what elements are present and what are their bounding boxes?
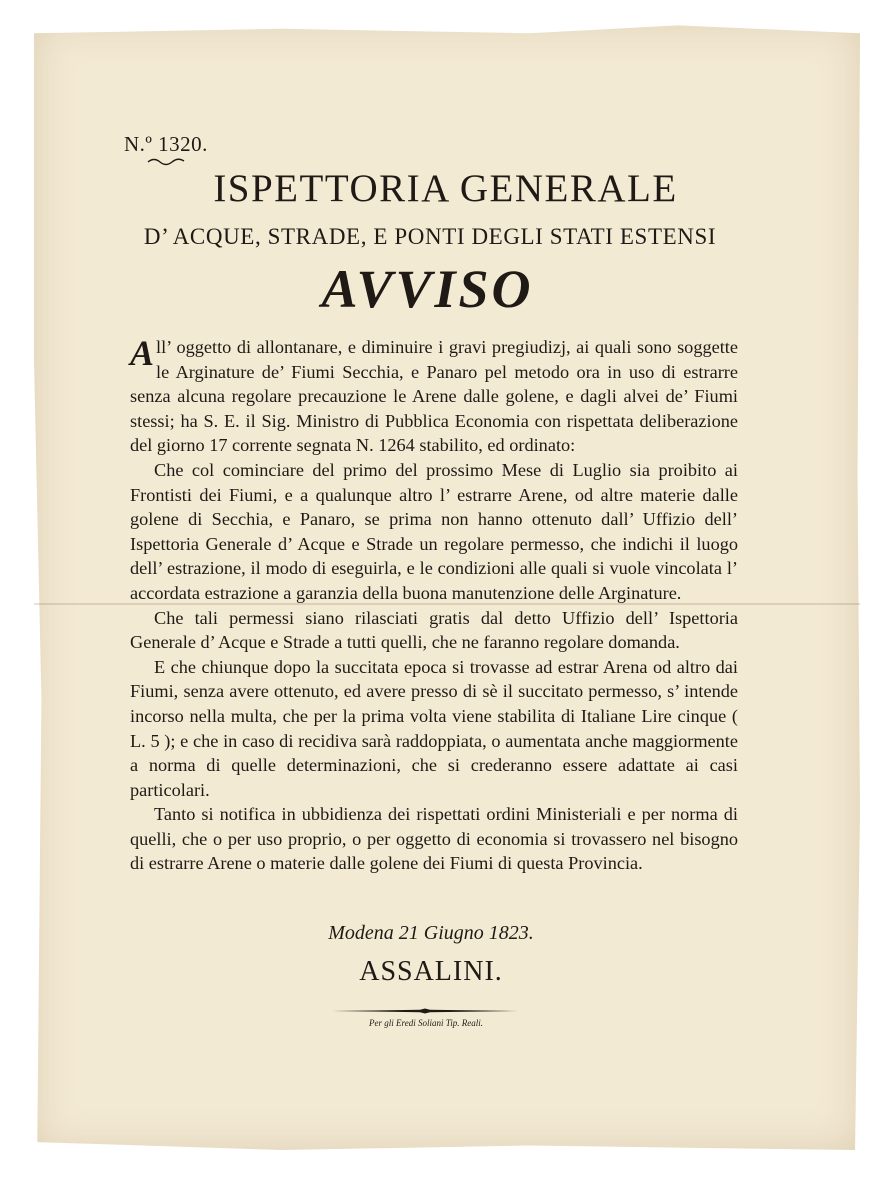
printer-imprint: Per gli Eredi Soliani Tip. Reali. [369,1018,483,1028]
paragraph-4: E che chiunque dopo la succitata epoca si trovasse ad estrar Arena od altro dai Fiumi, senza avere ottenuto, ed avere presso di sè il succitato permesso, s’ intende incorso nella multa, che per la prima volta viene stabilita di Italiane Lire cinque ( L. 5 ); e che in caso di recidiva sarà raddoppiata, o aumentata anche maggiormente a norma di quelle determinazioni, che si crederanno essere adattate ai casi particolari. [130,656,738,800]
notice-body [130,335,738,876]
page-title: ISPETTORIA GENERALE [213,167,678,210]
flourish-icon [146,156,186,166]
paragraph-2: Che col cominciare del primo del prossimo Mese di Luglio sia proibito ai Frontisti dei Fiumi, e a qualunque altro l’ estrarre Arene, od altre materie dalle golene di Secchia, e Panaro, se prima non hanno ottenuto dall’ Uffizio dell’ Ispettoria Generale d’ Acque e Strade un regolare permesso, che indichi il luogo dell’ estrazione, il modo di eseguirla, e le condizioni alle quali si vuole vincolata l’ accordata estrazione a garanzia della buona manutenzione delle Arginature. [130,459,738,603]
document-number: N.º 1320. [124,132,208,156]
place-date: Modena 21 Giugno 1823. [328,922,534,944]
page-subtitle: D’ ACQUE, STRADE, E PONTI DEGLI STATI ESTENSI [143,224,717,249]
decorative-rule [330,1008,520,1014]
paragraph-5: Tanto si notifica in ubbidienza dei rispettati ordini Ministeriali e per norma di quelli, che o per uso proprio, o per oggetto di economia si trovassero nel bisogno di estrarre Arene o materie dalle golene dei Fiumi di questa Provincia. [130,804,738,874]
paragraph-1-text: ll’ oggetto di allontanare, e diminuire i gravi pregiudizj, ai quali sono soggette le Arginature de’ Fiumi Secchia, e Panaro pel metodo ora in uso di estrarre senza alcuna regolare precauzione le Arene dalle golene, e dagli alvei de’ Fiumi stessi; ha S. E. il Sig. Ministro di Pubblica Economia con rispettata deliberazione del giorno 17 corrente segnata N. 1264 stabilito, ed ordinato: [130,337,738,456]
signature: ASSALINI. [359,956,503,987]
paragraph-3: Che tali permessi siano rilasciati gratis dal detto Uffizio dell’ Ispettoria Generale d’ Acque e Strade a tutti quelli, che ne faranno regolare domanda. [130,607,738,653]
drop-cap: A [130,333,155,373]
paragraph-1 [130,335,738,458]
notice-heading: AVVISO [321,259,534,319]
